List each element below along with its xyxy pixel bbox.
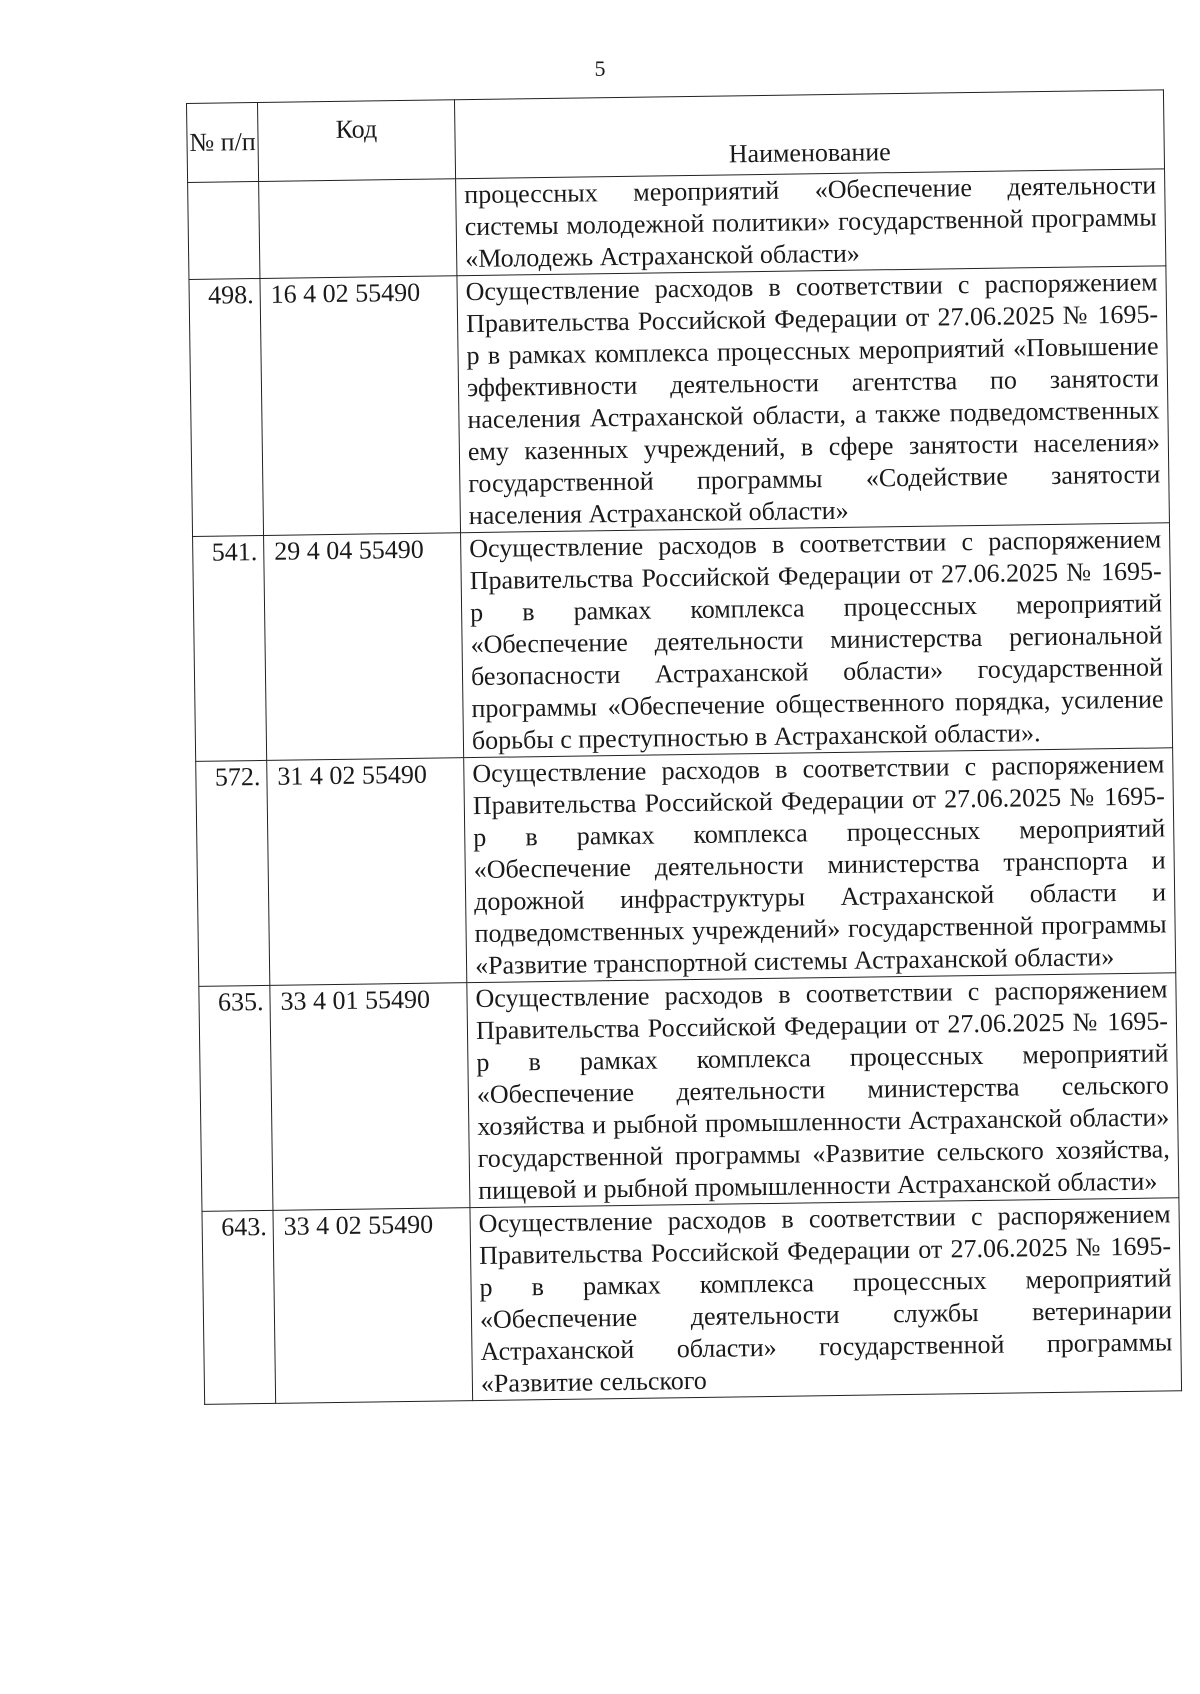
table-row [188,169,1166,280]
table-row [199,973,1179,1212]
table-row [193,523,1173,762]
row-number: 643. [202,1210,276,1404]
table-row [202,1198,1182,1405]
row-number: 572. [196,760,270,986]
row-name: Осуществление расходов в соответствии с распоряжением Правительства Российской Федерации от 27.06.2025 № 1695-р в рамках комплекса процессных мероприятий «Обеспечение деятельности министерства сельского хозяйства и рыбной промышленности Астраханской области» государственной программы «Развитие сельского хозяйства, пищевой и рыбной промышленности Астраханской области» [467,973,1179,1208]
row-code: 29 4 04 55490 [264,533,464,761]
row-code: 16 4 02 55490 [260,276,461,536]
row-name: Осуществление расходов в соответствии с распоряжением Правительства Российской Федерации от 27.06.2025 № 1695-р в рамках комплекса процессных мероприятий «Обеспечение деятельности службы ветеринарии Астраханской области» государственной программы «Развитие сельского [470,1198,1182,1401]
row-number [188,181,260,279]
row-name: процессных мероприятий «Обеспечение деятельности системы молодежной политики» государственной программы «Молодежь Астраханской области» [456,169,1166,276]
header-number: № п/п [187,103,259,183]
row-code: 33 4 01 55490 [270,983,470,1211]
row-code: 33 4 02 55490 [273,1208,473,1404]
page-number: 5 [594,56,606,81]
table-header-row [187,90,1165,183]
header-code: Код [258,100,456,182]
header-name: Наименование [454,90,1164,179]
table-row [189,266,1169,537]
row-name: Осуществление расходов в соответствии с распоряжением Правительства Российской Федерации от 27.06.2025 № 1695-р в рамках комплекса процессных мероприятий «Повышение эффективности деятельности агентства по занятости населения Астраханской области, а также подведомственных ему казенных учреждений, в сфере занятости населения» государственной программы «Содействие занятости населения Астраханской области» [457,266,1170,533]
row-name: Осуществление расходов в соответствии с распоряжением Правительства Российской Федерации от 27.06.2025 № 1695-р в рамках комплекса процессных мероприятий «Обеспечение деятельности министерства региональной безопасности Астраханской области» государственной программы «Обеспечение общественного порядка, усиление борьбы с преступностью в Астраханской области». [461,523,1173,758]
row-name: Осуществление расходов в соответствии с распоряжением Правительства Российской Федерации от 27.06.2025 № 1695-р в рамках комплекса процессных мероприятий «Обеспечение деятельности министерства транспорта и дорожной инфраструктуры Астраханской области и подведомственных учреждений» государственной программы «Развитие транспортной системы Астраханской области» [464,748,1176,983]
row-number: 635. [199,985,273,1211]
row-code: 31 4 02 55490 [267,758,467,986]
row-code [259,179,457,279]
table-row [196,748,1176,987]
row-number: 541. [193,535,267,761]
row-number: 498. [189,278,264,536]
budget-code-table [186,89,1182,1405]
